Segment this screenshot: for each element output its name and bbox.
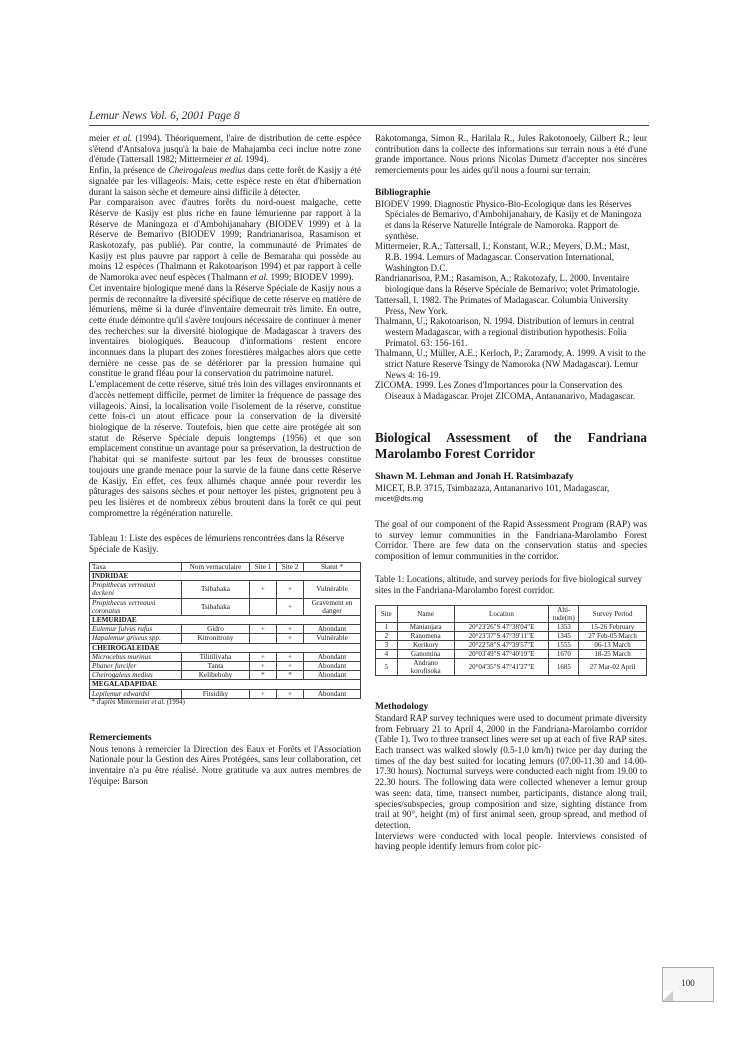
table-row: 1 Manianjara 20°23'26"S 47°38'04"E 1353 15-26 February <box>376 623 647 632</box>
methodology-text: Standard RAP survey techniques were used to document primate diversity from February 21 to April 4, 2000 in the Fandriana-Marolambo corridor (Table 1). Two to three transect lines were set up at each of five RAP sites. Each transect was walked slowly (0.5-1.0 km/h) twice per day during the times of the day best suited for locating lemurs (07.00-11.30 and 14.00-17.30 hours). Nocturnal surveys were conducted each night from 19.00 to 22.30 hours. The following data were collected whenever a lemur group was seen: data, time, transect number, participants, distance along trail, species/subspecies, group composition and size, sighting distance from trail at 90°, height (m) of first animal seen, group spread, and method of detection. <box>375 712 647 830</box>
methodology-heading: Methodology <box>375 702 429 713</box>
table-row: Cheirogaleus medius Kelibehohy * * Abondant <box>90 671 361 680</box>
lemur-species-table <box>89 562 361 707</box>
reference-item: ZICOMA. 1999. Les Zones d'Importances pour la Conservation des Oiseaux à Madagascar. Projet ZICOMA, Antananarivo, Madagascar. <box>375 380 636 402</box>
header-site-2: Site 2 <box>276 562 303 571</box>
left-column <box>89 133 361 786</box>
table-row: Propithecus verreauxi deckeni Tsibahaka + + Vulnérable <box>90 581 361 598</box>
page-number: 100 <box>681 978 695 988</box>
reference-item: BIODEV 1999. Diagnostic Physico-Bio-Ecologique dans les Réserves Spéciales de Bemarivo, d'Ambohijanahary, de Kasijy et de Maningoza et dans la Réserve Naturelle Intégrale de Namoroka. Rapport de synthèse. <box>375 198 642 241</box>
acknowledgements-heading: Remerciements <box>89 732 152 743</box>
page-curl-icon <box>663 991 673 1001</box>
paragraph-2: Enfin, la présence de Cheirogaleus medius dans cette forêt de Kasijy a été signalée par les villageois. Mais, cette espèce reste en état d'hibernation durant la saison sèche et demeure ainsi difficile à détecter. <box>89 165 362 197</box>
article-title: Biological Assessment of the Fandriana Marolambo Forest Corridor <box>375 429 647 461</box>
survey-sites-table <box>375 605 647 676</box>
header-site-1: Site 1 <box>249 562 276 571</box>
running-header: Lemur News Vol. 6, 2001 Page 8 <box>89 110 240 122</box>
family-row: CHEIROGALEIDAE <box>90 643 361 652</box>
family-row: MEGALADAPIDAE <box>90 680 361 689</box>
header-rule <box>89 125 649 126</box>
paragraph-3: Par comparaison avec d'autres forêts du nord-ouest malgache, cette Réserve de Kasijy est plus riche en faune lémurienne par rapport à la Réserve de Maningoza et d'Ambohijanahary (BIODEV 1999) et à la Réserve de Bemarivo (BIODEV 1999; Randrianarisoa, Rasamison et Raskotozafy, pas publié). Par contre, la communauté de Primates de Kasijy est plus pauvre par rapport à celle de Bemaraha qui possède au moins 12 espèces (Thalmann et Rakotoarison 1994) et par rapport à celle de Namoroka avec neuf espèces (Thalmann et al. 1999; BIODEV 1999). <box>89 197 361 283</box>
table-row: Propithecus verreauxi coronatus Tsibahaka + Gravement en danger <box>90 598 361 615</box>
article-authors: Shawn M. Lehman and Jonah H. Ratsimbazafy <box>375 470 574 482</box>
table-1-caption: Tableau 1: Liste des espèces de lémuriens rencontrées dans la Réserve Spéciale de Kasijy. <box>89 533 345 555</box>
table-1-caption: Table 1: Locations, altitude, and survey periods for five biological survey sites in the Fandriana-Marolambo forest corridor. <box>375 573 643 595</box>
family-row: LEMURIDAE <box>90 615 361 624</box>
header-status: Statut * <box>304 562 361 571</box>
reference-item: Tattersall, I. 1982. The Primates of Madagascar. Columbia University Press, New York. <box>375 294 629 316</box>
paragraph-5: L'emplacement de cette réserve, situé très loin des villages environnants et d'accès nettement difficile, permet de limiter la fréquence de passage des villageois. Ainsi, la localisation voile l'isolement de la réserve, constitue cette fois-ci un atout efficace pour la conservation de la diversité biologique de la réserve. Toutefois, bien que cette aire protégée ait son statut de Réserve Spéciale depuis longtemps (1956) et que son emplacement constitue un avantage pour sa préservation, la destruction de l'habitat qui se manifeste surtout par les feux de brousses constitue toujours une grande menace pour la survie de la faune dans cette Réserve de Kasijy. En effet, ces feux allumés chaque année pour reverdir les pâturages des saisons sèches et pour nettoyer les pistes, grignotent peu à peu les lisières et de nombreux zébus broutent dans la forêt ce qui peut compromettre la régénération naturelle. <box>89 379 361 518</box>
table-row: Phaner furcifer Tanta + + Abondant <box>90 661 361 670</box>
table-row: 3 Kerikory 20°22'58"S 47°39'57"E 1555 06-13 March <box>376 641 647 650</box>
reference-item: Mittermeier, R.A.; Tattersall, I.; Konstant, W.R.; Meyers, D.M.; Mast, R.B. 1994. Lemurs of Madagascar. Conservation International, Washington D.C. <box>375 241 630 273</box>
email-address: micet@dts.mg <box>375 494 424 504</box>
abstract-paragraph: The goal of our component of the Rapid Assessment Program (RAP) was to survey lemur communities in the Fandriana-Marolambo Forest Corridor. There are few data on the conservation status and species composition of lemur communities in the corridor. <box>375 518 647 562</box>
table-header-row: Site Name Location Alti-tude(m) Survey Period <box>376 606 647 623</box>
reference-item: Thalmann, U.; Müller, A.E.; Kerloch, P.; Zaramody, A. 1999. A visit to the strict Nature Reserve Tsingy de Namoroka (NW Madagascar). Lemur News 4: 16-19. <box>375 348 646 380</box>
reference-item: Thalmann, U.; Rakotoarison, N. 1994. Distribution of lemurs in central western Madagascar, with a regional distribution hypothesis. Folia Primatol. 63: 156-161. <box>375 316 635 348</box>
article-affiliation: MICET, B.P. 3715, Tsimbazaza, Antananarivo 101, Madagascar, micet@dts.mg <box>375 482 610 504</box>
right-column <box>375 133 647 852</box>
interviews-text: Interviews were conducted with local people. Interviews consisted of having people identify lemurs from color pic- <box>375 830 647 852</box>
acknowledgements-continued: Rakotomanga, Simon R., Harilala R., Jules Rakotonoely, Gilbert R.; leur contribution dans la collecte des informations sur terrain nous a été d'une grande importance. Nous prions Nicolas Dumetz d'accepter nos sincères remerciements pour les aides qu'il nous a fourni sur terrain. <box>375 133 647 176</box>
table-row: 4 Ganomina 20°03'49"S 47°40'19"E 1670 18-25 March <box>376 650 647 659</box>
table-row: 2 Ranomena 20°23'37"S 47°39'11"E 1345 27 Feb-05 March <box>376 632 647 641</box>
table-row: Hapalemur griseus spp. Kitronitrony + Vulnérable <box>90 634 361 643</box>
reference-item: Randrianarisoa, P.M.; Rasamison, A.; Rakotozafy, L. 2000. Inventaire biologique dans la Réserve Spéciale de Bemarivo; volet Primatologie. <box>375 273 640 295</box>
paragraph-1: meier et al. (1994). Théoriquement, l'aire de distribution de cette espèce s'étend d'Antsalova jusqu'à la baie de Mahajamba ceci inclue notre zone d'étude (Tattersall 1982; Mittermeier et al. 1994). <box>89 133 361 165</box>
table-row: 5 Andrano korofisoka 20°04'35"S 47°41'27"E 1685 27 Mar-02 April <box>376 659 647 676</box>
table-footnote: * d'après Mittermeier et al. (1994) <box>90 698 361 707</box>
acknowledgements-text: Nous tenons à remercier la Direction des Eaux et Forêts et l'Association Nationale pour la Gestion des Aires Protégées, sans leur collaboration, cet inventaire n'a pu être réalisé. Notre gratitude va aux autres membres de l'équipe: Barson <box>89 743 361 786</box>
table-header-row <box>90 562 361 571</box>
paragraph-4: Cet inventaire biologique mené dans la Réserve Spéciale de Kasijy nous a permis de reconnaître la diversité spécifique de cette réserve en matière de lémuriens, même si la durée d'inventaire demeurait très limite. En outre, cette étude démontre qu'il s'avère toujours nécessaire de continuer à mener des recherches sur la diversité biologique de Madagascar à travers des inventaires biologiques. Beaucoup d'informations restent encore inconnues dans la plupart des zones forestières malgaches alors que cette dernière ne cesse pas de se détériorer par la pression humaine qui constitue le grand fléau pour la conservation du patrimoine naturel. <box>89 282 361 379</box>
page-number-box <box>662 967 714 1002</box>
table-row: Eulemur fulvus rufus Gidro + + Abondant <box>90 625 361 634</box>
header-taxa: Taxa <box>90 562 182 571</box>
bibliography-heading: Bibliographie <box>375 187 431 198</box>
table-row: Microcebus murinus Tilitilivaha + + Abondant <box>90 652 361 661</box>
family-row: INDRIDAE <box>90 571 361 580</box>
table-row: Lepilemur edwardsi Fitsidiky + + Abondant <box>90 689 361 698</box>
header-vernacular: Nom vernaculaire <box>182 562 250 571</box>
